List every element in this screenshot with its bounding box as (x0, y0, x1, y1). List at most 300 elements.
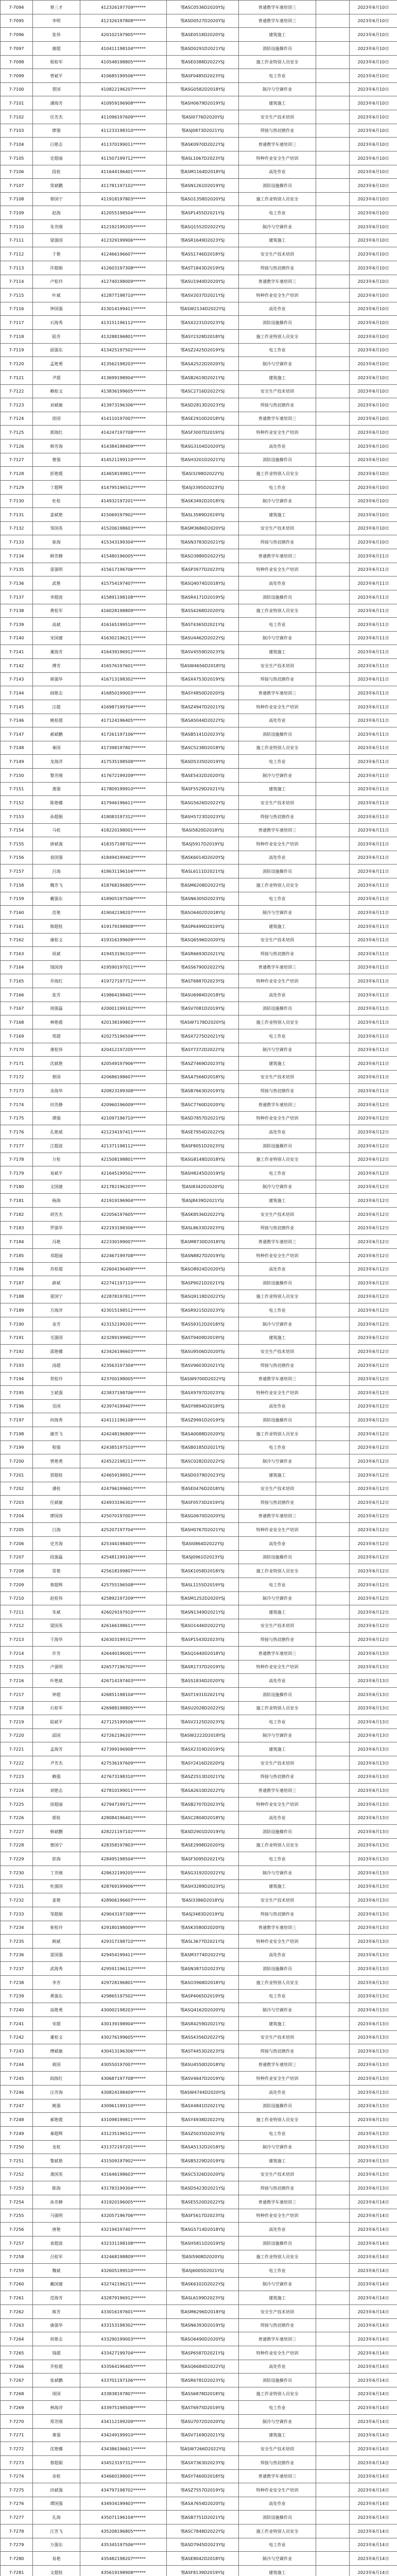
cell-course: 特种作业安全生产培训 (239, 1386, 316, 1400)
cell-id-number: 424111196108****** (80, 1413, 167, 1427)
cell-date: 2023年6月13日 (350, 1811, 397, 1825)
cell-name: 田斌强 (33, 2483, 80, 2497)
cell-serial: 7-7247 (1, 2099, 33, 2113)
cell-date: 2023年6月12日 (350, 1276, 397, 1290)
cell-blank (316, 1386, 350, 1400)
cell-date: 2023年6月12日 (350, 1111, 397, 1125)
table-row (1, 1345, 397, 1359)
table-row (1, 370, 397, 384)
cell-serial: 7-7226 (1, 1811, 33, 1825)
cell-name: 赖强 (33, 1770, 80, 1784)
cell-id-number: 424522198211****** (80, 1454, 167, 1468)
cell-serial: 7-7181 (1, 1194, 33, 1208)
cell-blank (316, 2181, 350, 2195)
cell-certificate-number: 鄂ASM6296D2018YSJ (167, 2305, 239, 2319)
cell-certificate-number: 鄂ASZ7469D2023YSJ (167, 1057, 239, 1071)
cell-id-number: 421234197411****** (80, 1125, 167, 1139)
cell-blank (316, 2511, 350, 2524)
cell-certificate-number: 鄂ASH5723D2023YSJ (167, 809, 239, 823)
cell-course: 普通教学车速培训三 (239, 2469, 316, 2483)
cell-blank (316, 206, 350, 220)
cell-date: 2023年6月13日 (350, 1976, 397, 1990)
table-row (1, 1921, 397, 1935)
cell-date: 2023年6月14日 (350, 2332, 397, 2346)
cell-certificate-number: 鄂ASC0536D2020YSJ (167, 1, 239, 14)
cell-course: 安全生产技术培训 (239, 2167, 316, 2181)
cell-course: 建筑施工 (239, 645, 316, 659)
table-row (1, 2524, 397, 2538)
cell-course: 安全生产技术培训 (239, 1893, 316, 1907)
cell-name: 邓超丽 (33, 1248, 80, 1262)
cell-id-number: 421371198112****** (80, 1139, 167, 1153)
table-row (1, 1276, 397, 1290)
cell-certificate-number: 鄂ASV4559D2023YSJ (167, 645, 239, 659)
cell-name: 宋超 (33, 2016, 80, 2030)
cell-course: 安全生产技术培训 (239, 1208, 316, 1222)
cell-blank (316, 1893, 350, 1907)
cell-date: 2023年6月10日 (350, 165, 397, 179)
cell-id-number: 428769199906****** (80, 1879, 167, 1893)
cell-date: 2023年6月12日 (350, 1331, 397, 1345)
table-row (1, 1180, 397, 1194)
cell-name: 石桂军 (33, 1701, 80, 1715)
cell-id-number: 425207197704****** (80, 1523, 167, 1537)
cell-certificate-number: 鄂ASK0970D2022YSJ (167, 138, 239, 151)
cell-name: 韩芳海 (33, 439, 80, 453)
cell-certificate-number: 鄂ASU4462D2022YSJ (167, 631, 239, 645)
cell-blank (316, 2483, 350, 2497)
cell-name: 徐超丽 (33, 1797, 80, 1811)
cell-id-number: 415754197407****** (80, 577, 167, 590)
cell-id-number: 433975198508****** (80, 2401, 167, 2415)
cell-date: 2023年6月11日 (350, 878, 397, 892)
cell-date: 2023年6月13日 (350, 1962, 397, 1976)
cell-serial: 7-7264 (1, 2332, 33, 2346)
cell-date: 2023年6月12日 (350, 1509, 397, 1523)
cell-serial: 7-7171 (1, 1057, 33, 1071)
cell-serial: 7-7180 (1, 1180, 33, 1194)
cell-blank (316, 233, 350, 247)
cell-date: 2023年6月10日 (350, 14, 397, 28)
cell-date: 2023年6月14日 (350, 2360, 397, 2374)
cell-id-number: 418083197312****** (80, 809, 167, 823)
cell-blank (316, 1084, 350, 1098)
cell-course: 焊接与热切割作业 (239, 672, 316, 686)
cell-date: 2023年6月11日 (350, 919, 397, 933)
cell-blank (316, 96, 350, 110)
cell-certificate-number: 鄂ASF5529D2021YSJ (167, 782, 239, 796)
cell-course: 消防设施操作员 (239, 1962, 316, 1976)
cell-date: 2023年6月12日 (350, 1153, 397, 1166)
cell-certificate-number: 鄂ASX7275D2021YSJ (167, 1029, 239, 1043)
cell-serial: 7-7096 (1, 28, 33, 42)
cell-certificate-number: 鄂ASI5820D2018YSJ (167, 823, 239, 837)
cell-blank (316, 1866, 350, 1880)
cell-certificate-number: 鄂ASA2610D2022YSJ (167, 1784, 239, 1798)
cell-course: 建筑施工 (239, 1879, 316, 1893)
cell-serial: 7-7147 (1, 727, 33, 741)
cell-name: 崔桂玲 (33, 1921, 80, 1935)
table-row (1, 700, 397, 714)
cell-date: 2023年6月12日 (350, 1125, 397, 1139)
cell-id-number: 434660198001****** (80, 2469, 167, 2483)
cell-certificate-number: 鄂ASZ5035D2023YSJ (167, 2126, 239, 2140)
cell-date: 2023年6月10日 (350, 467, 397, 481)
cell-certificate-number: 鄂ASM8730D2018YSJ (167, 1235, 239, 1249)
table-row (1, 233, 397, 247)
cell-date: 2023年6月13日 (350, 2099, 397, 2113)
cell-serial: 7-7150 (1, 769, 33, 783)
cell-course: 高处作业 (239, 165, 316, 179)
cell-id-number: 428358197803****** (80, 1838, 167, 1852)
cell-blank (316, 2277, 350, 2291)
table-row (1, 727, 397, 741)
cell-blank (316, 2401, 350, 2415)
cell-course: 电工作业 (239, 892, 316, 906)
cell-certificate-number: 鄂ASA0088D2020YSJ (167, 1427, 239, 1441)
cell-id-number: 419453196310****** (80, 947, 167, 961)
cell-id-number: 428495198504****** (80, 1852, 167, 1866)
cell-serial: 7-7164 (1, 960, 33, 974)
cell-serial: 7-7256 (1, 2223, 33, 2236)
cell-date: 2023年6月13日 (350, 2072, 397, 2086)
table-row (1, 2483, 397, 2497)
cell-course: 特种作业安全生产培训 (239, 1523, 316, 1537)
cell-name: 程强 (33, 1440, 80, 1454)
table-row (1, 247, 397, 261)
cell-blank (316, 494, 350, 508)
cell-id-number: 420412197205****** (80, 1043, 167, 1057)
cell-date: 2023年6月14日 (350, 2374, 397, 2387)
cell-certificate-number: 鄂ASB7751D2021YSJ (167, 2511, 239, 2524)
cell-certificate-number: 鄂ASU1940D2020YSJ (167, 275, 239, 289)
cell-blank (316, 1111, 350, 1125)
cell-date: 2023年6月13日 (350, 2167, 397, 2181)
table-row (1, 2086, 397, 2099)
cell-name: 姜艳 (33, 1893, 80, 1907)
cell-blank (316, 82, 350, 96)
cell-certificate-number: 鄂ASQ4074D2018YSJ (167, 577, 239, 590)
cell-name: 徐国 (33, 412, 80, 426)
cell-serial: 7-7128 (1, 467, 33, 481)
cell-date: 2023年6月10日 (350, 41, 397, 55)
cell-course: 安全生产技术培训 (239, 110, 316, 124)
cell-course: 建筑施工 (239, 1605, 316, 1619)
cell-certificate-number: 鄂ASX2231D2023YSJ (167, 316, 239, 330)
cell-name: 韩斌鹏 (33, 1825, 80, 1839)
cell-certificate-number: 鄂ASB2619D2021YSJ (167, 370, 239, 384)
cell-date: 2023年6月11日 (350, 741, 397, 755)
cell-name: 丁超辉 (33, 480, 80, 494)
cell-course: 消防设施操作员 (239, 590, 316, 604)
cell-name: 顾芳静 (33, 549, 80, 563)
table-row (1, 151, 397, 165)
cell-blank (316, 1784, 350, 1798)
cell-serial: 7-7174 (1, 1098, 33, 1112)
cell-id-number: 430139198904****** (80, 2016, 167, 2030)
table-row (1, 2497, 397, 2511)
cell-name: 常艳 (33, 1564, 80, 1578)
cell-blank (316, 1440, 350, 1454)
cell-name: 钱超 (33, 2346, 80, 2360)
cell-date: 2023年6月13日 (350, 2086, 397, 2099)
cell-date: 2023年6月11日 (350, 1070, 397, 1084)
cell-certificate-number: 鄂ASE0518D2020YSJ (167, 28, 239, 42)
cell-course: 普通教学车速培训三 (239, 138, 316, 151)
cell-course: 普通教学车速培训三 (239, 412, 316, 426)
cell-name: 叶艳斌 (33, 1674, 80, 1688)
table-row (1, 453, 397, 467)
table-row (1, 2428, 397, 2442)
cell-certificate-number: 鄂ASQ9118D2022YSJ (167, 1290, 239, 1303)
cell-certificate-number: 鄂ASL3589D2019YSJ (167, 508, 239, 522)
table-row (1, 1550, 397, 1564)
cell-blank (316, 179, 350, 193)
cell-course: 焊接与热切割作业 (239, 2181, 316, 2195)
cell-date: 2023年6月14日 (350, 2524, 397, 2538)
cell-serial: 7-7157 (1, 865, 33, 878)
table-row (1, 2264, 397, 2278)
cell-certificate-number: 鄂ASB2707D2023YSJ (167, 1797, 239, 1811)
cell-course: 制冷与空调作业 (239, 494, 316, 508)
cell-serial: 7-7246 (1, 2086, 33, 2099)
cell-id-number: 416576197601****** (80, 659, 167, 673)
cell-course: 普通教学车速培训三 (239, 1921, 316, 1935)
cell-name: 郑超 (33, 1029, 80, 1043)
cell-serial: 7-7156 (1, 851, 33, 865)
cell-id-number: 426851198104****** (80, 1687, 167, 1701)
cell-certificate-number: 鄂ASZ4947D2021YSJ (167, 700, 239, 714)
cell-certificate-number: 鄂ASW9700D2022YSJ (167, 1372, 239, 1386)
cell-name: 蒋国 (33, 2058, 80, 2072)
cell-certificate-number: 鄂ASX7363D2023YSJ (167, 2455, 239, 2469)
cell-blank (316, 261, 350, 275)
cell-serial: 7-7182 (1, 1208, 33, 1222)
cell-date: 2023年6月11日 (350, 1043, 397, 1057)
cell-date: 2023年6月11日 (350, 700, 397, 714)
cell-date: 2023年6月13日 (350, 1907, 397, 1921)
cell-date: 2023年6月10日 (350, 494, 397, 508)
cell-course: 安全生产技术培训 (239, 247, 316, 261)
cell-name: 侯艳志 (33, 2332, 80, 2346)
cell-id-number: 435482198207****** (80, 2552, 167, 2566)
cell-name: 江芳飞 (33, 2524, 80, 2538)
cell-date: 2023年6月11日 (350, 659, 397, 673)
cell-serial: 7-7231 (1, 1879, 33, 1893)
cell-blank (316, 1825, 350, 1839)
cell-blank (316, 1221, 350, 1235)
cell-name: 范海芳 (33, 2291, 80, 2305)
cell-course: 建筑施工 (239, 28, 316, 42)
cell-date: 2023年6月12日 (350, 1605, 397, 1619)
cell-serial: 7-7212 (1, 1619, 33, 1633)
cell-name: 杜桂 (33, 494, 80, 508)
cell-serial: 7-7189 (1, 1303, 33, 1317)
cell-certificate-number: 鄂ASR1737D2019YSJ (167, 1660, 239, 1674)
cell-blank (316, 1015, 350, 1029)
cell-blank (316, 988, 350, 1002)
cell-name: 高艳勇 (33, 2003, 80, 2017)
cell-id-number: 412603197308****** (80, 261, 167, 275)
cell-serial: 7-7213 (1, 1633, 33, 1647)
cell-blank (316, 14, 350, 28)
cell-course: 消防设施操作员 (239, 1687, 316, 1701)
table-row (1, 2277, 397, 2291)
cell-course: 特种作业安全生产培训 (239, 1797, 316, 1811)
table-row (1, 2195, 397, 2209)
cell-certificate-number: 鄂ASD7857D2021YSJ (167, 1111, 239, 1125)
cell-name: 于艳 (33, 247, 80, 261)
cell-name: 黄强东 (33, 1989, 80, 2003)
cell-certificate-number: 鄂ASM1164D2018YSJ (167, 165, 239, 179)
cell-certificate-number: 鄂ASK3580D2020YSJ (167, 1921, 239, 1935)
cell-blank (316, 69, 350, 83)
cell-course: 制冷与空调作业 (239, 357, 316, 371)
cell-serial: 7-7098 (1, 55, 33, 69)
cell-name: 雷国强 (33, 1948, 80, 1962)
cell-blank (316, 631, 350, 645)
cell-serial: 7-7117 (1, 316, 33, 330)
cell-id-number: 420102197905****** (80, 28, 167, 42)
cell-id-number: 431098199811****** (80, 2113, 167, 2127)
cell-serial: 7-7144 (1, 686, 33, 700)
cell-serial: 7-7108 (1, 192, 33, 206)
cell-course: 电工作业 (239, 343, 316, 357)
cell-serial: 7-7224 (1, 1784, 33, 1798)
cell-date: 2023年6月11日 (350, 1057, 397, 1071)
cell-course: 制冷与空调作业 (239, 1180, 316, 1194)
cell-course: 高处作业 (239, 988, 316, 1002)
cell-blank (316, 974, 350, 988)
table-row (1, 2511, 397, 2524)
cell-name: 钟国强 (33, 302, 80, 316)
cell-certificate-number: 鄂ASC2716D2022YSJ (167, 384, 239, 398)
cell-date: 2023年6月13日 (350, 2030, 397, 2044)
cell-blank (316, 1057, 350, 1071)
cell-serial: 7-7165 (1, 974, 33, 988)
cell-blank (316, 1345, 350, 1359)
cell-date: 2023年6月13日 (350, 1660, 397, 1674)
cell-id-number: 430961199110****** (80, 2099, 167, 2113)
cell-serial: 7-7205 (1, 1523, 33, 1537)
table-row (1, 769, 397, 783)
cell-certificate-number: 鄂ASN6393D2019YSJ (167, 2318, 239, 2332)
cell-course: 高处作业 (239, 2223, 316, 2236)
cell-name: 武艳 (33, 577, 80, 590)
cell-name: 孙芳静 (33, 2195, 80, 2209)
cell-course: 高处作业 (239, 1811, 316, 1825)
table-row (1, 2223, 397, 2236)
cell-name: 侯斌 (33, 947, 80, 961)
cell-id-number: 410822196207****** (80, 82, 167, 96)
cell-name: 孔海 (33, 2511, 80, 2524)
cell-certificate-number: 鄂ASR1649D2023YSJ (167, 233, 239, 247)
cell-blank (316, 220, 350, 234)
cell-name: 余海华 (33, 1084, 80, 1098)
cell-certificate-number: 鄂ASR6693D2021YSJ (167, 947, 239, 961)
table-row (1, 1784, 397, 1798)
cell-course: 电工作业 (239, 2401, 316, 2415)
cell-id-number: 421645199502****** (80, 1166, 167, 1180)
cell-certificate-number: 鄂ASI3386D2018YSJ (167, 1893, 239, 1907)
cell-course: 焊接与热切割作业 (239, 1633, 316, 1647)
cell-course: 安全生产技术培训 (239, 659, 316, 673)
cell-name: 朱斌 (33, 1605, 80, 1619)
cell-certificate-number: 鄂ASD2901D2019YSJ (167, 1825, 239, 1839)
cell-blank (316, 1564, 350, 1578)
cell-certificate-number: 鄂ASS4356D2022YSJ (167, 2030, 239, 2044)
cell-blank (316, 1852, 350, 1866)
cell-course: 普通教学车速培训三 (239, 960, 316, 974)
cell-blank (316, 1454, 350, 1468)
cell-name: 赵桂伟 (33, 1591, 80, 1605)
cell-course: 电工作业 (239, 1440, 316, 1454)
cell-date: 2023年6月11日 (350, 865, 397, 878)
cell-name: 彭海 (33, 1852, 80, 1866)
cell-serial: 7-7167 (1, 1002, 33, 1015)
cell-date: 2023年6月10日 (350, 535, 397, 549)
cell-serial: 7-7241 (1, 2016, 33, 2030)
cell-serial: 7-7245 (1, 2072, 33, 2086)
cell-date: 2023年6月11日 (350, 563, 397, 577)
cell-blank (316, 714, 350, 727)
table-row (1, 1852, 397, 1866)
cell-name: 冯艳 (33, 1235, 80, 1249)
cell-serial: 7-7273 (1, 2455, 33, 2469)
cell-name: 傅斌敏 (33, 2044, 80, 2058)
cell-blank (316, 535, 350, 549)
cell-name: 刘斌敏 (33, 398, 80, 412)
cell-name: 卢桂玲 (33, 275, 80, 289)
cell-name: 史芳海 (33, 1537, 80, 1551)
cell-blank (316, 1989, 350, 2003)
cell-name: 陈艳娜 (33, 796, 80, 810)
cell-id-number: 427810199011****** (80, 1784, 167, 1798)
cell-serial: 7-7124 (1, 412, 33, 426)
cell-date: 2023年6月12日 (350, 1454, 397, 1468)
table-row (1, 1935, 397, 1948)
cell-date: 2023年6月12日 (350, 1262, 397, 1276)
cell-id-number: 416302196211****** (80, 631, 167, 645)
cell-name: 宋国建 (33, 631, 80, 645)
cell-course: 高处作业 (239, 1125, 316, 1139)
cell-certificate-number: 鄂ASD0527D2020YSJ (167, 14, 239, 28)
cell-date: 2023年6月11日 (350, 686, 397, 700)
cell-name: 史超丽 (33, 151, 80, 165)
cell-name: 贾国 (33, 82, 80, 96)
table-row (1, 1372, 397, 1386)
cell-course: 焊接与热切割作业 (239, 2318, 316, 2332)
cell-serial: 7-7111 (1, 233, 33, 247)
cell-certificate-number: 鄂ASO3880D2022YSJ (167, 549, 239, 563)
cell-name: 白艳志 (33, 138, 80, 151)
cell-id-number: 427125199506****** (80, 1715, 167, 1729)
table-row (1, 1633, 397, 1647)
cell-blank (316, 521, 350, 535)
table-row (1, 480, 397, 494)
cell-certificate-number: 鄂ASL6199D2023YSJ (167, 2291, 239, 2305)
cell-id-number: 412740198009****** (80, 275, 167, 289)
table-row (1, 1797, 397, 1811)
cell-certificate-number: 鄂ASJ0961D2023YSJ (167, 1550, 239, 1564)
cell-serial: 7-7278 (1, 2524, 33, 2538)
cell-certificate-number: 鄂ASG3192D2022YSJ (167, 1866, 239, 1880)
cell-blank (316, 2387, 350, 2401)
cell-certificate-number: 鄂ASE7954D2022YSJ (167, 1125, 239, 1139)
cell-serial: 7-7276 (1, 2497, 33, 2511)
table-row (1, 1331, 397, 1345)
table-row (1, 521, 397, 535)
